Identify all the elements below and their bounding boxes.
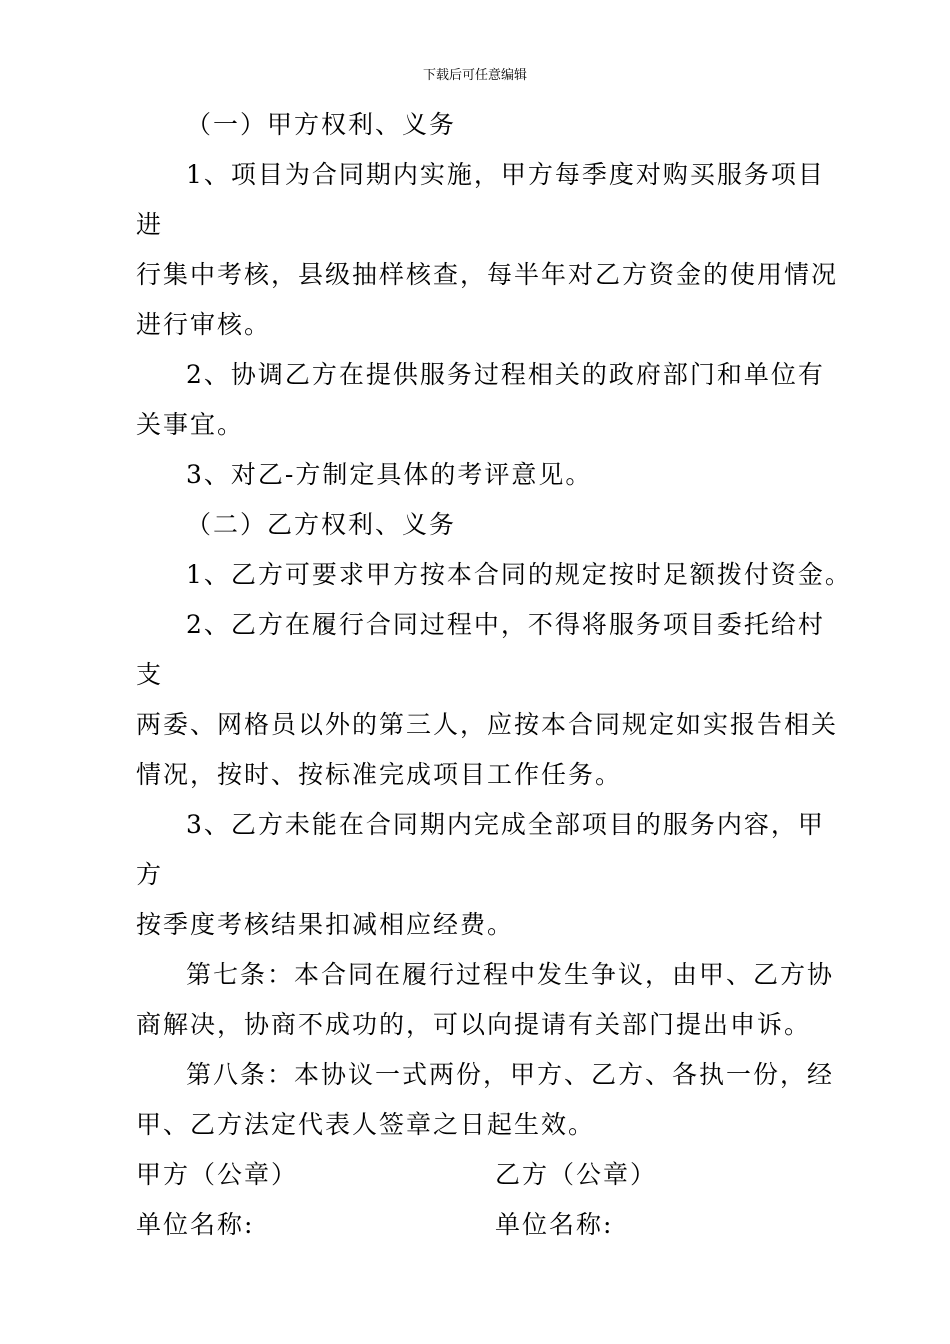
paragraph-line: 关事宜。 — [136, 410, 245, 439]
paragraph-line: 进 — [136, 210, 164, 239]
party-a-unit-name: 单位名称: — [136, 1210, 255, 1239]
article-7-line: 第七条：本合同在履行过程中发生争议，由甲、乙方协 — [186, 960, 835, 989]
party-a-seal: 甲方（公章） — [136, 1160, 299, 1189]
paragraph-line: 按季度考核结果扣减相应经费。 — [136, 910, 515, 939]
paragraph-line: 3、乙方未能在合同期内完成全部项目的服务内容，甲 — [186, 810, 825, 839]
paragraph-line: 方 — [136, 860, 164, 889]
article-8-line: 甲、乙方法定代表人签章之日起生效。 — [136, 1110, 596, 1139]
paragraph-line: 1、乙方可要求甲方按本合同的规定按时足额拨付资金。 — [186, 560, 852, 589]
header-note: 下载后可任意编辑 — [422, 68, 527, 83]
paragraph-line: 行集中考核，县级抽样核查，每半年对乙方资金的使用情况 — [136, 260, 839, 289]
section-2-heading: （二）乙方权利、义务 — [186, 510, 457, 539]
paragraph-line: 2、协调乙方在提供服务过程相关的政府部门和单位有 — [186, 360, 825, 389]
party-b-seal: 乙方（公章） — [495, 1160, 658, 1189]
paragraph-line: 进行审核。 — [136, 310, 272, 339]
paragraph-line: 两委、网格员以外的第三人，应按本合同规定如实报告相关 — [136, 710, 839, 739]
article-8-line: 第八条：本协议一式两份，甲方、乙方、各执一份，经 — [186, 1060, 835, 1089]
section-1-heading: （一）甲方权利、义务 — [186, 110, 457, 139]
paragraph-line: 支 — [136, 660, 164, 689]
paragraph-line: 3、对乙-方制定具体的考评意见。 — [186, 460, 593, 489]
paragraph-line: 情况，按时、按标准完成项目工作任务。 — [136, 760, 623, 789]
party-b-unit-name: 单位名称: — [495, 1210, 614, 1239]
article-7-line: 商解决，协商不成功的，可以向提请有关部门提出申诉。 — [136, 1010, 812, 1039]
paragraph-line: 1、项目为合同期内实施，甲方每季度对购买服务项目 — [186, 160, 825, 189]
paragraph-line: 2、乙方在履行合同过程中，不得将服务项目委托给村 — [186, 610, 825, 639]
